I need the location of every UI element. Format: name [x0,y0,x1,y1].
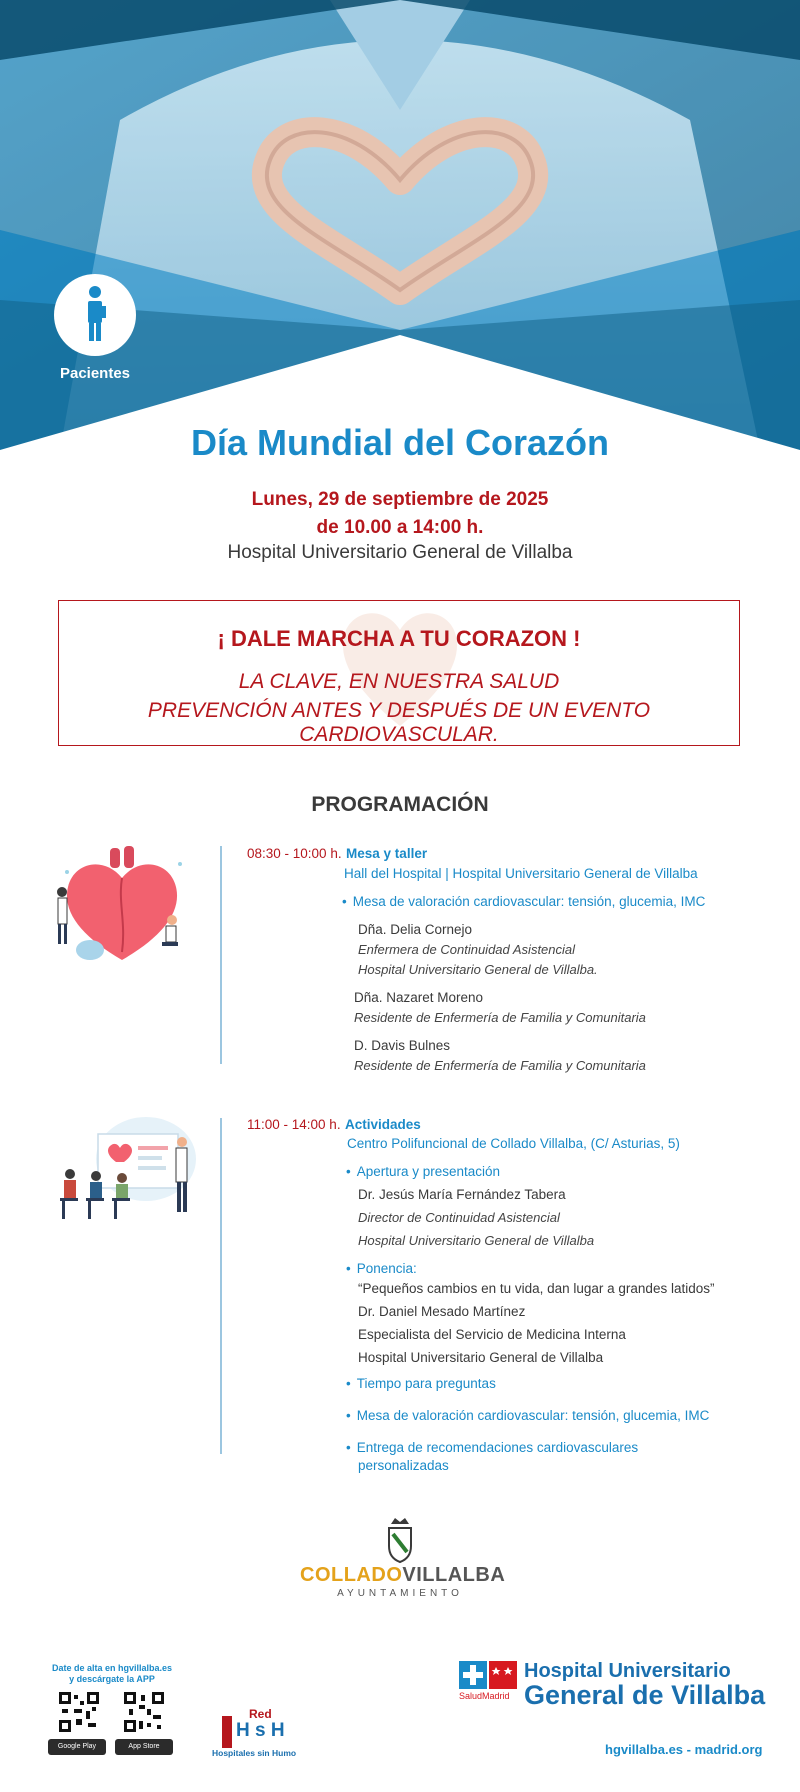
hsh-logo: H s H [236,1720,285,1741]
qr-code-ios-icon[interactable] [123,1691,165,1733]
salud-madrid-logo-icon [459,1661,519,1689]
hero-illustration [0,0,800,450]
talk-title: “Pequeños cambios en tu vida, dan lugar a grandes latidos” [358,1281,715,1296]
google-play-badge[interactable]: Google Play [48,1739,106,1755]
agenda-item-recommendations: • Entrega de recomendaciones cardiovasculares [346,1440,638,1455]
speaker-role: Hospital Universitario General de Villalba [358,1350,604,1365]
council-name [300,1564,506,1587]
person-role: Residente de Enfermería de Familia y Comunitaria [354,1010,646,1025]
council-name-a: COLLADO [300,1564,403,1586]
slogan-line-1: LA CLAVE, EN NUESTRA SALUD [238,670,560,693]
event-time: de 10.00 a 14:00 h. [316,517,484,538]
agenda-item-recommendations-cont [346,1458,449,1473]
speaker-role: Hospital Universitario General de Villalba [358,1233,595,1248]
person-name: Dña. Delia Cornejo [358,922,473,937]
salud-madrid-label: SaludMadrid [459,1691,510,1701]
slogan-headline: ¡ DALE MARCHA A TU CORAZON ! [217,626,581,651]
council-subtitle: AYUNTAMIENTO [337,1588,463,1599]
patients-badge [54,274,136,356]
speaker-name: Dr. Jesús María Fernández Tabera [358,1187,566,1202]
person-role: Enfermera de Continuidad Asistencial [358,942,576,957]
block1-bullet: • Mesa de valoración cardiovascular: tensión, glucemia, IMC [342,894,705,909]
slogan-line-2: PREVENCIÓN ANTES Y DESPUÉS DE UN EVENTO CARDIOVASCULAR. [147,699,651,746]
qr-code-android-icon[interactable] [58,1691,100,1733]
person-name: Dña. Nazaret Moreno [354,990,484,1005]
app-signup-line1: Date de alta en hgvillalba.es [51,1663,173,1673]
block2-header [247,1116,421,1134]
patients-label: Pacientes [59,365,131,382]
agenda-item-questions: • Tiempo para preguntas [346,1376,496,1391]
presentation-illustration [56,1114,201,1229]
timeline-line-2 [220,1118,222,1454]
website-link[interactable]: hgvillalba.es - madrid.org [605,1742,763,1757]
heart-care-illustration [52,842,192,967]
person-role: Hospital Universitario General de Villalba. [358,962,598,977]
event-date: Lunes, 29 de septiembre de 2025 [251,489,549,510]
speaker-role: Director de Continuidad Asistencial [358,1210,560,1225]
block2-time: 11:00 - 14:00 h. [247,1117,341,1132]
patient-icon [54,274,136,356]
agenda-item-talk: • Ponencia: [346,1261,417,1276]
person-name: D. Davis Bulnes [354,1038,451,1053]
madrid-flag-icon [222,1716,232,1748]
hero-banner [0,0,800,450]
timeline-line-1 [220,846,222,1064]
speaker-name: Dr. Daniel Mesado Martínez [358,1304,526,1319]
person-role: Residente de Enfermería de Familia y Comunitaria [354,1058,646,1073]
block1-header [247,845,427,863]
agenda-item-assessment: • Mesa de valoración cardiovascular: tensión, glucemia, IMC [346,1408,709,1423]
event-venue: Hospital Universitario General de Villalba [227,542,573,563]
speaker-role: Especialista del Servicio de Medicina Interna [358,1327,626,1342]
coat-of-arms-icon [385,1516,415,1564]
hsh-subtitle: Hospitales sin Humo [212,1748,297,1758]
block1-place: Hall del Hospital | Hospital Universitario General de Villalba [344,866,698,881]
block2-place: Centro Polifuncional de Collado Villalba, (C/ Asturias, 5) [347,1136,680,1151]
app-signup-line2: y descárgate la APP [69,1674,155,1684]
app-store-badge[interactable]: App Store [115,1739,173,1755]
block1-label: Mesa y taller [346,846,428,861]
event-title: Día Mundial del Corazón [190,422,610,463]
hospital-name-line1: Hospital Universitario [524,1660,731,1682]
block2-label: Actividades [345,1117,421,1132]
hospital-name-line2: General de Villalba [524,1680,766,1710]
recommendations-cont-text: personalizadas [358,1458,449,1473]
red-label: Red [249,1707,272,1721]
council-name-b: VILLALBA [402,1564,506,1586]
programme-heading: PROGRAMACIÓN [311,793,489,816]
agenda-item-opening: • Apertura y presentación [346,1164,500,1179]
block1-time: 08:30 - 10:00 h. [247,846,342,861]
